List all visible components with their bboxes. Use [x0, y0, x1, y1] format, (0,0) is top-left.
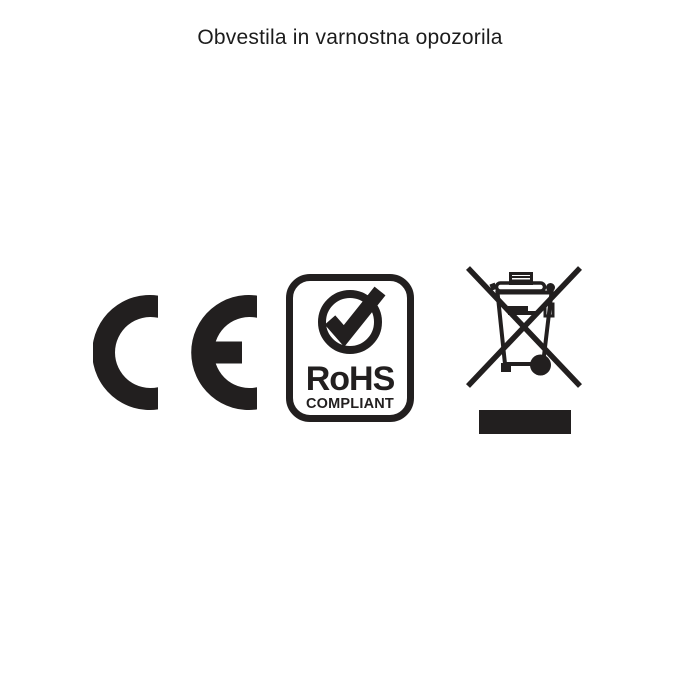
rohs-compliant-label: COMPLIANT [306, 396, 394, 412]
page-title: Obvestila in varnostna opozorila [197, 26, 503, 49]
weee-crossed-out-bin-icon [464, 266, 584, 436]
weee-bar [479, 410, 571, 434]
ce-mark [93, 295, 257, 410]
ce-mark-icon [93, 295, 257, 410]
weee-mark [464, 266, 584, 436]
rohs-badge [286, 274, 414, 422]
rohs-label: RoHS [305, 360, 395, 398]
